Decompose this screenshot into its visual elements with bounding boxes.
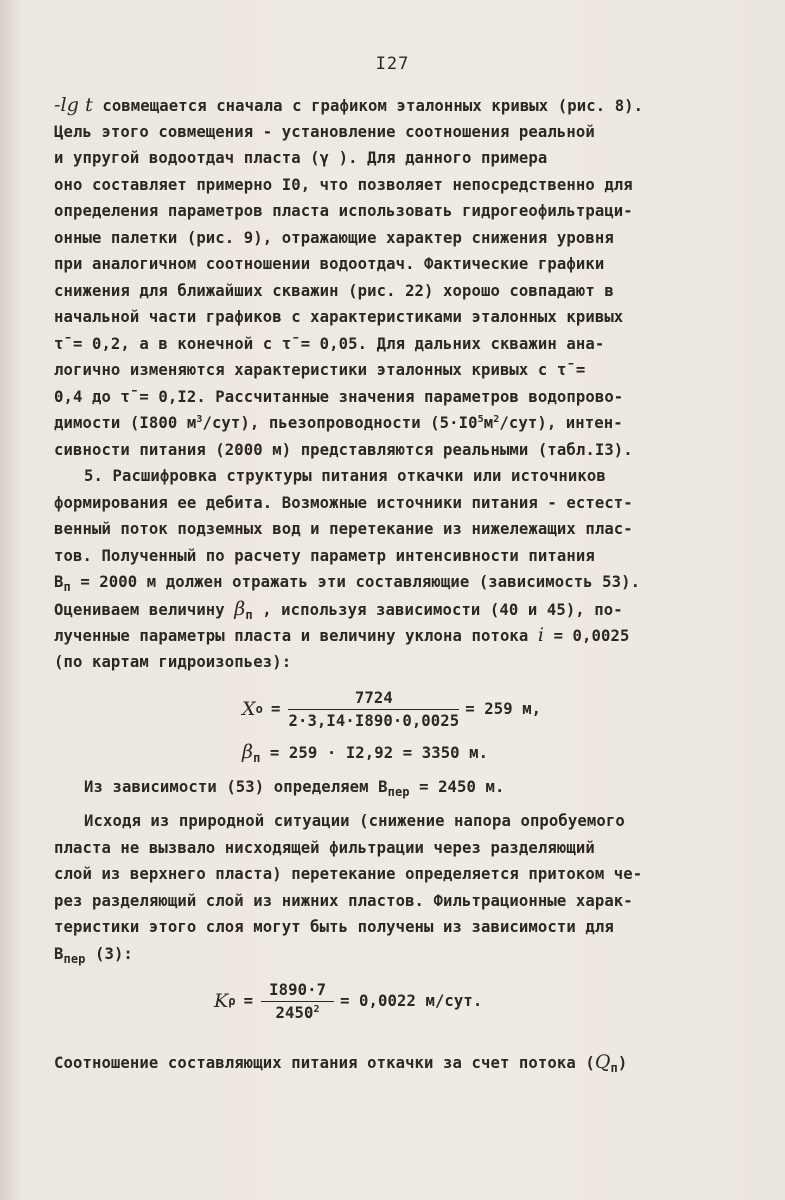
text-line: 0,4 до τ̄ = 0,I2. Рассчитанные значения параметров водопрово- — [54, 387, 624, 406]
text-line: пласта не вызвало нисходящей фильтрации через разделяющий — [54, 838, 595, 857]
text-line: τ̄ = 0,2, а в конечной с τ̄ = 0,05. Для дальних скважин ана- — [54, 334, 605, 353]
text-line: слой из верхнего пласта) перетекание определяется притоком че- — [54, 865, 643, 883]
text-line: $B_п = 2000$ м должен отражать эти составляющие (зависимость 53). — [54, 573, 641, 594]
text-line: формирования ее дебита. Возможные источники питания - естест- — [54, 493, 633, 512]
handwritten-lg-t: -lg t — [54, 94, 93, 116]
text-line: теристики этого слоя могут быть получены из зависимости для — [54, 918, 614, 936]
text-line: при аналогичном соотношении водоотдач. Фактические графики — [54, 255, 605, 273]
text-line: оно составляет примерно I0, что позволяет непосредственно для — [54, 175, 633, 194]
text-line: сивности питания (2000 м) представляются реальными (табл.I3). — [54, 440, 633, 459]
text-line: $B_{пер}$ (3): — [54, 944, 133, 966]
text-line: начальной части графиков с характеристиками эталонных кривых — [54, 308, 624, 326]
text-line: логично изменяются характеристики эталонных кривых с τ̄ = — [54, 361, 586, 379]
text-line: Соотношение составляющих питания откачки за счет потока $(Q_п)$ — [54, 1051, 628, 1075]
page-number: I27 — [375, 54, 410, 74]
equation-beta: $\beta_п = 259 \cdot I2,92 = 3350$ м. — [242, 741, 489, 765]
text-line: (по картам гидроизопьез): — [54, 652, 292, 671]
body-text — [54, 92, 704, 1076]
text-line: тов. Полученный по расчету параметр интенсивности питания — [54, 546, 595, 565]
text-line: -lg t совмещается сначала с графиком эталонных кривых (рис. 8). — [54, 94, 644, 116]
equation-kp: K ρ = $\frac{I890\cdot 7}{2450^2}$ = 0,0022 м/сут. — [214, 980, 483, 1022]
paragraph-5-heading: 5. Расшифровка структуры питания откачки или источников — [84, 467, 606, 485]
text-line: и упругой водоотдач пласта (γ ). Для данного примера — [54, 149, 548, 167]
text-line: димости (I800 $м^3/сут$), пьезопроводности $(5\cdot I0^5м^2/сут)$, интен- — [54, 414, 623, 432]
text-line: определения параметров пласта использовать гидрогеофильтраци- — [54, 202, 633, 220]
equation-x0: X o = $\frac{7724}{2\cdot 3,I4\cdot I890\cdot 0,0025}$ = 259 м, — [242, 688, 542, 730]
text-line: Из зависимости (53) определяем $B_{пер} = 2450$ м. — [84, 777, 505, 799]
text-line: рез разделяющий слой из нижних пластов. Фильтрационные харак- — [54, 891, 633, 910]
text-line: Исходя из природной ситуации (снижение напора опробуемого — [84, 812, 625, 830]
text-line: венный поток подземных вод и перетекание из нижележащих плас- — [54, 520, 633, 538]
fraction: $\frac{7724}{2\cdot 3,I4\cdot I890\cdot 0,0025}$ — [288, 688, 460, 730]
text-line: лученные параметры пласта и величину уклона потока i = 0,0025 — [54, 624, 630, 646]
text-line: снижения для ближайших скважин (рис. 22) хорошо совпадают в — [54, 281, 614, 300]
text-line: онные палетки (рис. 9), отражающие характер снижения уровня — [54, 228, 614, 247]
fraction: $\frac{I890\cdot 7}{2450^2}$ — [261, 979, 334, 1024]
text-line: Оцениваем величину $\beta_п$ , используя зависимости (40 и 45), по- — [54, 597, 623, 622]
text-line: Цель этого совмещения - установление соотношения реальной — [54, 122, 595, 141]
